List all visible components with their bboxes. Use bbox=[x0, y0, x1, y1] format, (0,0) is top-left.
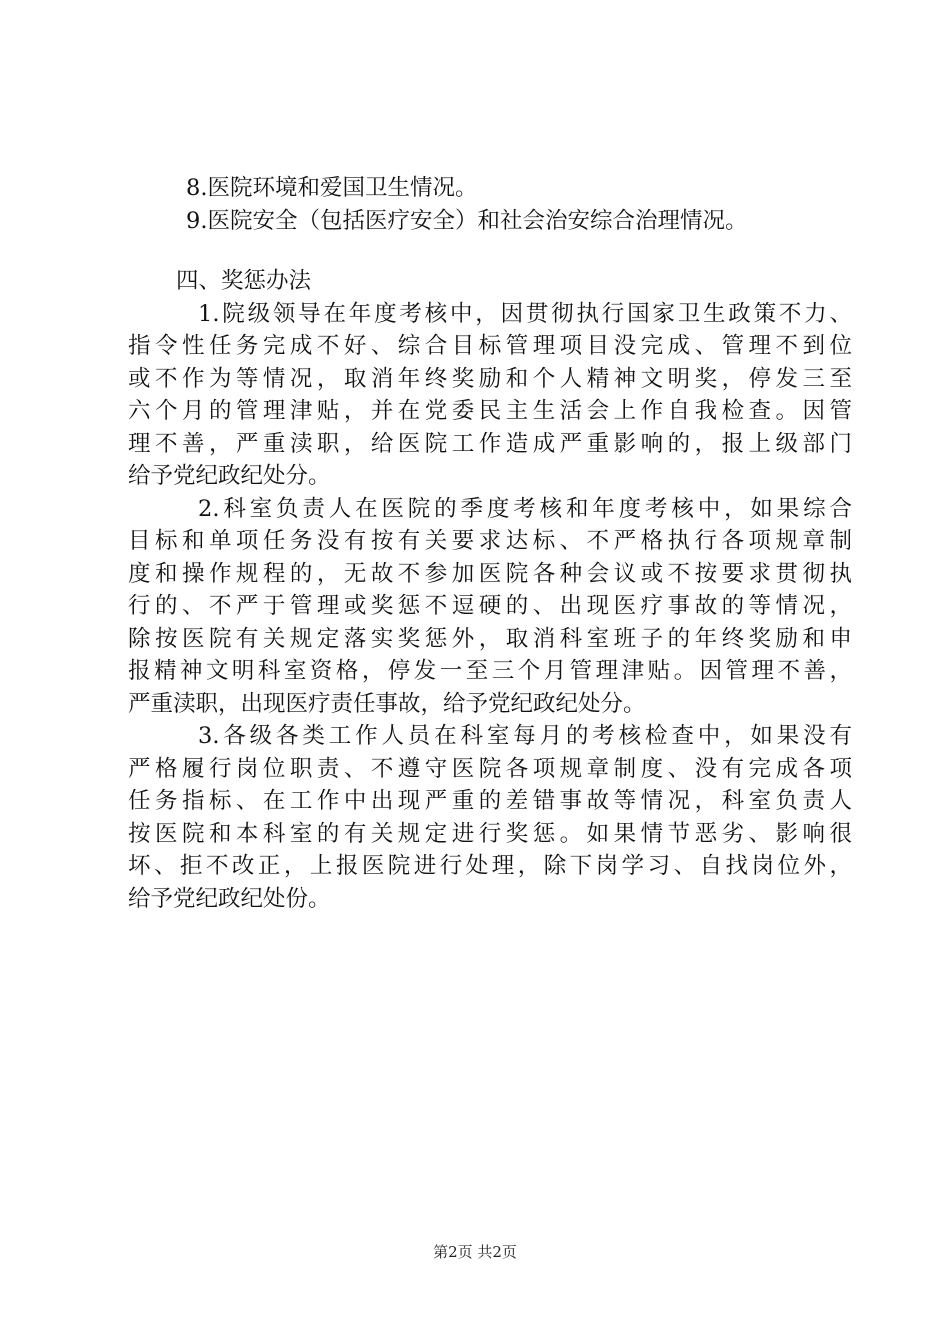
paragraph-line: 指令性任务完成不好、综合目标管理项目没完成、管理不到位 bbox=[128, 333, 852, 359]
document-body bbox=[128, 172, 852, 915]
paragraph-line: 严格履行岗位职责、不遵守医院各项规章制度、没有完成各项 bbox=[128, 755, 852, 782]
paragraph-line: 六个月的管理津贴，并在党委民主生活会上作自我检查。因管 bbox=[128, 398, 852, 424]
paragraph-1 bbox=[128, 298, 852, 493]
paragraph-3 bbox=[128, 720, 852, 915]
paragraph-line: 给予党纪政纪处分。 bbox=[128, 463, 331, 489]
paragraph-line: 2.科室负责人在医院的季度考核和年度考核中，如果综合 bbox=[198, 495, 852, 522]
list-item-8: 8.医院环境和爱国卫生情况。 bbox=[186, 175, 478, 201]
paragraph-line: 给予党纪政纪处份。 bbox=[128, 885, 331, 912]
paragraph-line: 理不善，严重渎职，给医院工作造成严重影响的，报上级部门 bbox=[128, 430, 852, 457]
paragraph-line: 报精神文明科室资格，停发一至三个月管理津贴。因管理不善， bbox=[128, 658, 852, 684]
paragraph-line: 除按医院有关规定落实奖惩外，取消科室班子的年终奖励和申 bbox=[128, 625, 852, 652]
paragraph-line: 或不作为等情况，取消年终奖励和个人精神文明奖，停发三至 bbox=[128, 365, 852, 392]
paragraph-line: 行的、不严于管理或奖惩不逗硬的、出现医疗事故的等情况， bbox=[128, 593, 852, 619]
paragraph-2 bbox=[128, 493, 852, 721]
paragraph-line: 1.院级领导在年度考核中，因贯彻执行国家卫生政策不力、 bbox=[198, 300, 852, 327]
section-heading: 四、奖惩办法 bbox=[176, 268, 312, 294]
paragraph-line: 目标和单项任务没有按有关要求达标、不严格执行各项规章制 bbox=[128, 528, 852, 554]
paragraph-line: 任务指标、在工作中出现严重的差错事故等情况，科室负责人 bbox=[128, 788, 852, 814]
paragraph-line: 按医院和本科室的有关规定进行奖惩。如果情节恶劣、影响很 bbox=[128, 820, 852, 847]
list-item-9: 9.医院安全（包括医疗安全）和社会治安综合治理情况。 bbox=[186, 207, 748, 234]
paragraph-line: 坏、拒不改正，上报医院进行处理，除下岗学习、自找岗位外， bbox=[128, 853, 852, 879]
page-footer: 第2页 共2页 bbox=[433, 1243, 517, 1261]
paragraph-line: 3.各级各类工作人员在科室每月的考核检查中，如果没有 bbox=[198, 723, 852, 749]
paragraph-line: 度和操作规程的，无故不参加医院各种会议或不按要求贯彻执 bbox=[128, 560, 852, 587]
paragraph-line: 严重渎职，出现医疗责任事故，给予党纪政纪处分。 bbox=[128, 690, 646, 717]
